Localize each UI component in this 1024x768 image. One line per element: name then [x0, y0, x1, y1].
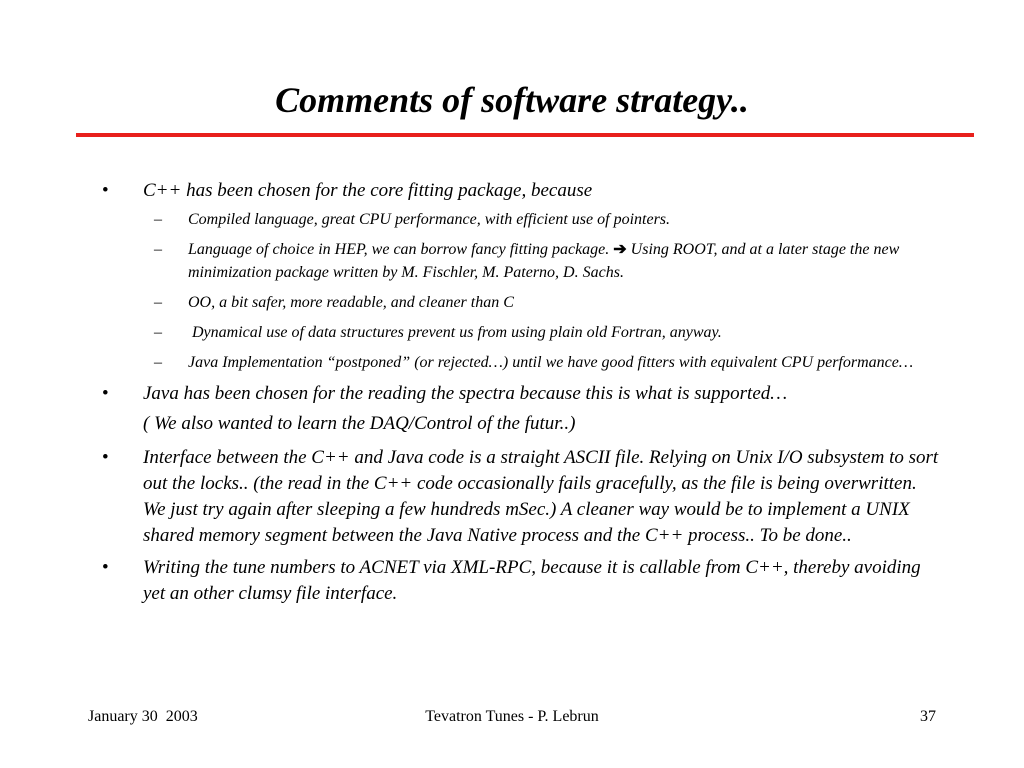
- slide-body: [100, 178, 940, 613]
- bullet-marker: •: [102, 447, 109, 468]
- sub-bullet-text-before: Language of choice in HEP, we can borrow fancy fitting package.: [188, 241, 614, 258]
- bullet-item: [100, 445, 940, 549]
- dash-marker: –: [154, 324, 162, 341]
- bullet-text: Writing the tune numbers to ACNET via XML-RPC, because it is callable from C++, thereby avoiding yet an other clumsy file interface.: [143, 557, 921, 604]
- sub-bullet-text: Dynamical use of data structures prevent us from using plain old Fortran, anyway.: [188, 324, 722, 341]
- title-divider: [76, 133, 974, 137]
- sub-bullet-text: Java Implementation “postponed” (or rejected…) until we have good fitters with equivalent CPU performance…: [188, 354, 914, 371]
- bullet-marker: •: [102, 180, 109, 201]
- bullet-marker: •: [102, 383, 109, 404]
- bullet-item: [100, 178, 940, 204]
- bullet-text: Java has been chosen for the reading the spectra because this is what is supported…: [143, 383, 788, 404]
- bullet-text: Interface between the C++ and Java code is a straight ASCII file. Relying on Unix I/O subsystem to sort out the locks.. (the read in the C++ code occasionally fails gracefully, as the file is being overwritten. We just try again after sleeping a few hundreds mSec.) A cleaner way would be to implement a UNIX shared memory segment between the Java Native process and the C++ process.. To be done..: [143, 447, 939, 546]
- sub-bullet-item: [154, 291, 940, 314]
- sub-bullet-text-after: Using ROOT, and at a later stage the new minimization package written by M. Fischler, M. Paterno, D. Sachs.: [188, 241, 900, 281]
- dash-marker: –: [154, 241, 162, 258]
- bullet-item: [100, 555, 940, 607]
- bullet-continuation: ( We also wanted to learn the DAQ/Control of the futur..): [143, 413, 576, 434]
- dash-marker: –: [154, 354, 162, 371]
- sub-bullet-text: OO, a bit safer, more readable, and cleaner than C: [188, 294, 514, 311]
- dash-marker: –: [154, 294, 162, 311]
- slide-title: Comments of software strategy..: [275, 80, 749, 120]
- sub-bullet-item: [154, 321, 940, 344]
- bullet-text: C++ has been chosen for the core fitting package, because: [143, 180, 593, 201]
- page-number: 37: [920, 708, 936, 725]
- footer-title: Tevatron Tunes - P. Lebrun: [425, 708, 599, 725]
- sub-bullet-item: [154, 238, 940, 284]
- footer-date: January 30 2003: [88, 708, 198, 725]
- bullet-marker: •: [102, 557, 109, 578]
- sub-bullet-text: Compiled language, great CPU performance, with efficient use of pointers.: [188, 211, 671, 228]
- bullet-item: [100, 381, 940, 407]
- dash-marker: –: [154, 211, 162, 228]
- right-arrow-icon: ➔: [613, 241, 627, 258]
- sub-bullet-item: [154, 351, 940, 374]
- sub-bullet-item: [154, 208, 940, 231]
